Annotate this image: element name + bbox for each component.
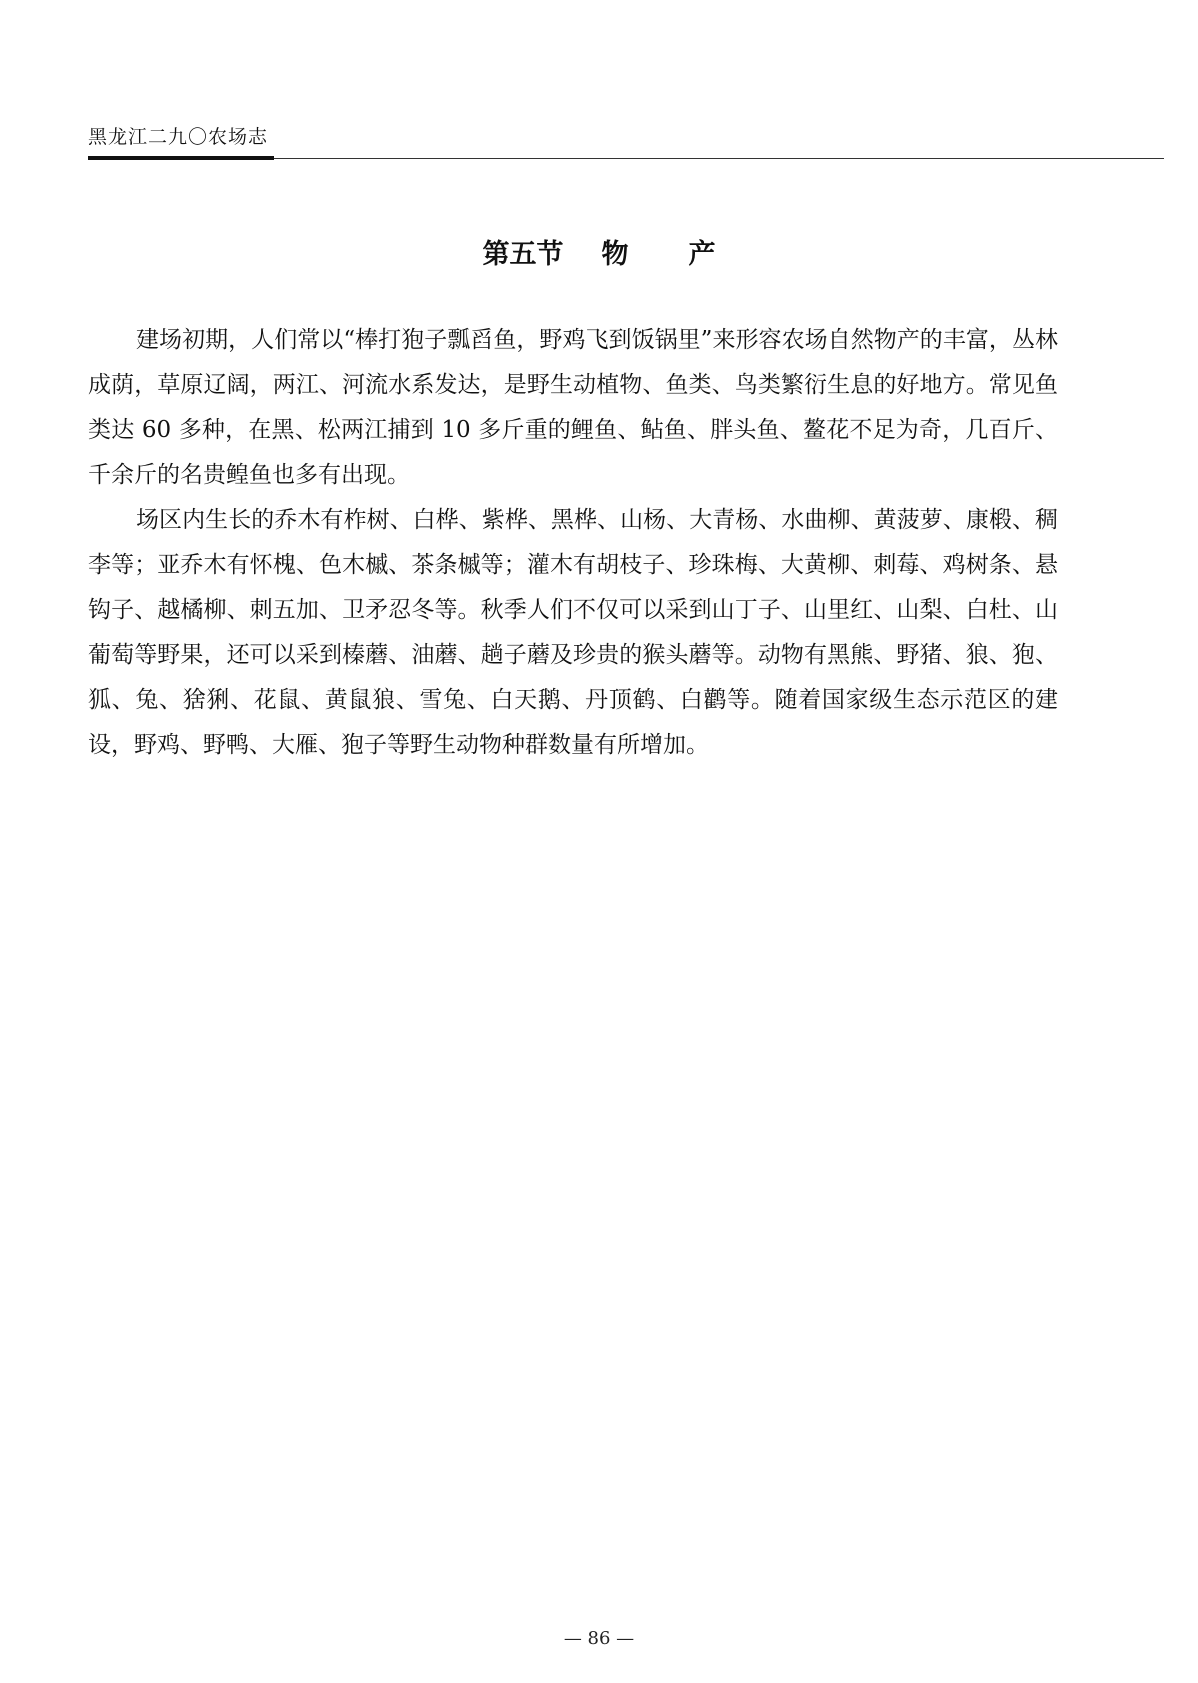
- header-rule-thin: [274, 158, 1164, 159]
- body-text: [88, 318, 1058, 768]
- section-heading: [0, 232, 1198, 271]
- section-number: 第五节: [482, 239, 564, 270]
- section-title-char-1: 物: [601, 239, 629, 270]
- running-header-title: 黑龙江二九〇农场志: [88, 126, 269, 148]
- paragraph-2: 场区内生长的乔木有柞树、白桦、紫桦、黑桦、山杨、大青杨、水曲柳、黄菠萝、康椴、稠李等；亚乔木有怀槐、色木槭、茶条槭等；灌木有胡枝子、珍珠梅、大黄柳、刺莓、鸡树条、悬钩子、越橘柳、刺五加、卫矛忍冬等。秋季人们不仅可以采到山丁子、山里红、山梨、白杜、山葡萄等野果，还可以采到榛蘑、油蘑、趟子蘑及珍贵的猴头蘑等。动物有黑熊、野猪、狼、狍、狐、兔、猞猁、花鼠、黄鼠狼、雪兔、白天鹅、丹顶鹤、白鹳等。随着国家级生态示范区的建设，野鸡、野鸭、大雁、狍子等野生动物种群数量有所增加。: [88, 507, 1058, 758]
- page-number: — 86 —: [563, 1628, 635, 1649]
- paragraph-1: 建场初期，人们常以“棒打狍子瓢舀鱼，野鸡飞到饭锅里”来形容农场自然物产的丰富，丛林成荫，草原辽阔，两江、河流水系发达，是野生动植物、鱼类、鸟类繁衍生息的好地方。常见鱼类达 60 多种，在黑、松两江捕到 10 多斤重的鲤鱼、鲇鱼、胖头鱼、鳌花不足为奇，几百斤、千余斤的名贵鳇鱼也多有出现。: [88, 327, 1058, 488]
- section-title-char-2: 产: [688, 239, 716, 270]
- header-rule-thick: [88, 156, 274, 160]
